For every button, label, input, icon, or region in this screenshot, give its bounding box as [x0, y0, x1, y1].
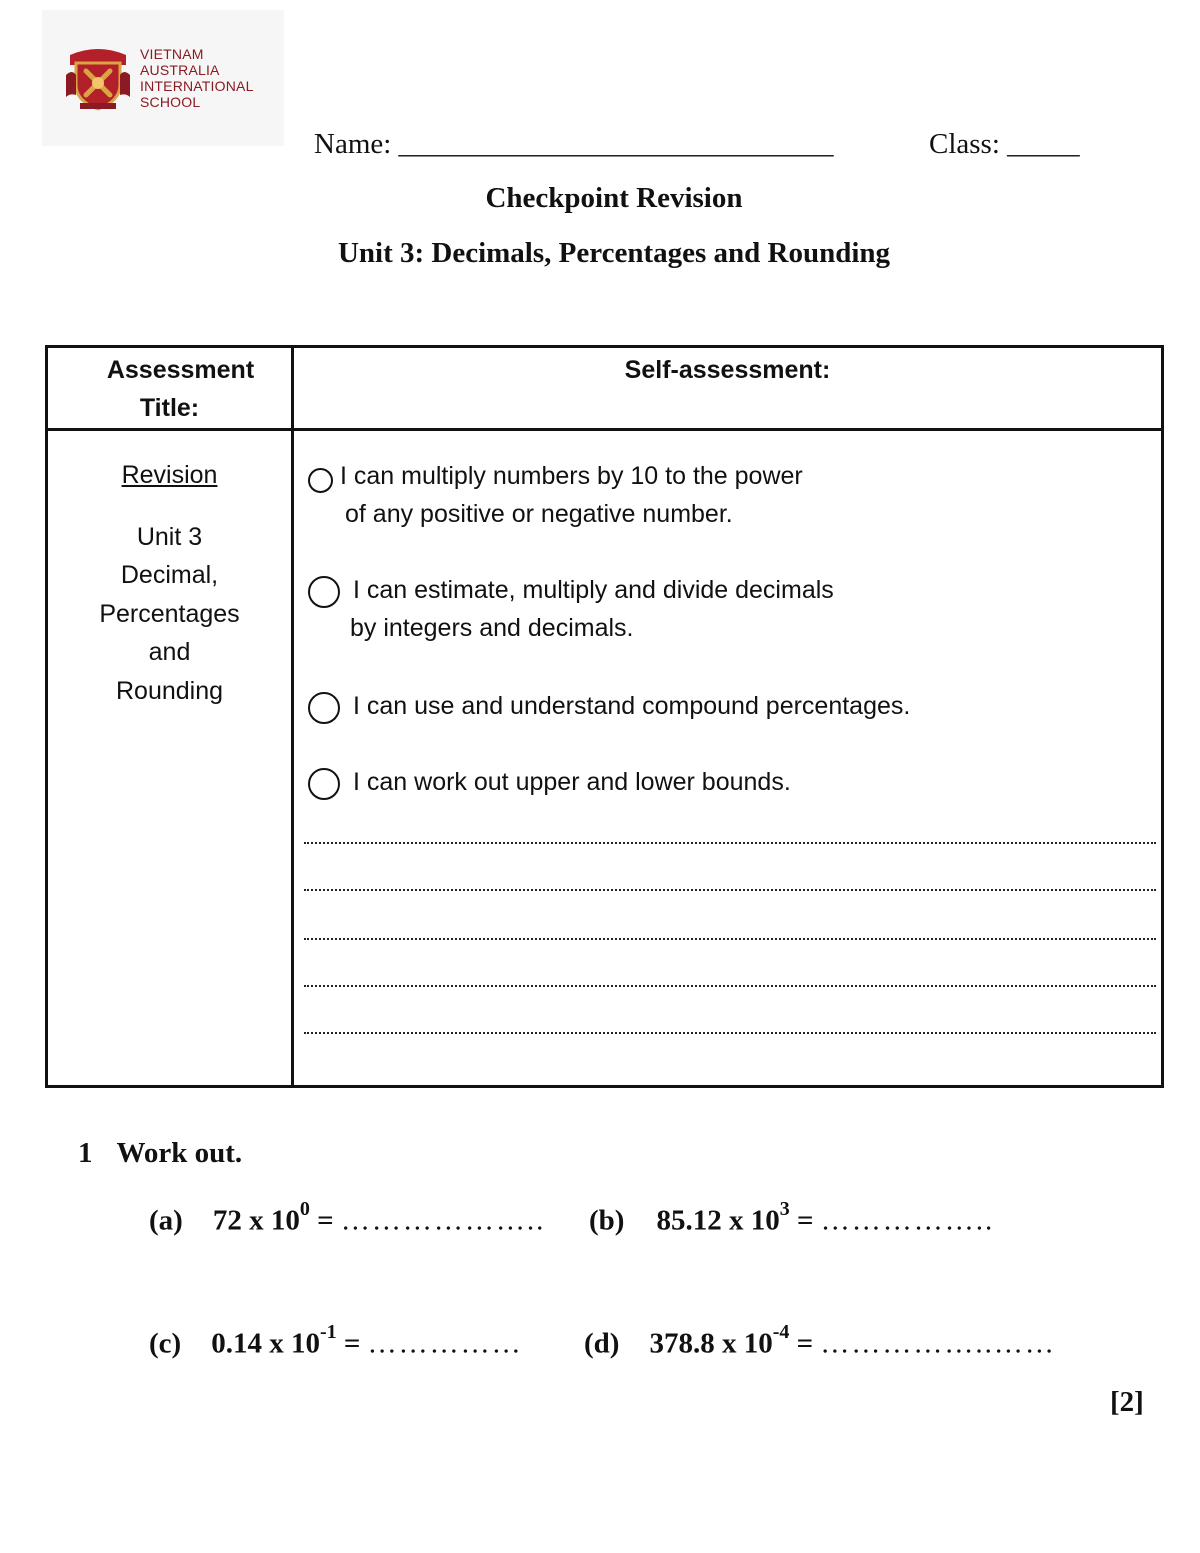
- criterion-3-text: I can use and understand compound percentages.: [353, 692, 911, 720]
- question-number: 1: [78, 1137, 93, 1169]
- criterion-1-text: I can multiply numbers by 10 to the power of any positive or negative number.: [340, 462, 803, 528]
- notes-line[interactable]: [304, 889, 1156, 891]
- criterion-1-checkbox[interactable]: [308, 468, 333, 493]
- answer-blank-b[interactable]: ……………..: [820, 1204, 995, 1237]
- answer-blank-a[interactable]: ………………..: [340, 1204, 546, 1237]
- criterion-4-checkbox[interactable]: [308, 768, 340, 800]
- name-field: Name: ______________________________: [314, 128, 834, 160]
- logo-text-line-1: VIETNAM: [140, 46, 204, 62]
- self-assessment-table: [45, 345, 1164, 1088]
- criterion-4-text: I can work out upper and lower bounds.: [353, 768, 791, 796]
- revision-heading: Revision: [121, 461, 218, 489]
- logo-text-line-4: SCHOOL: [140, 94, 201, 110]
- criterion-2-text: I can estimate, multiply and divide decimals by integers and decimals.: [350, 576, 834, 642]
- question-instruction: Work out.: [116, 1137, 243, 1169]
- page-title: Checkpoint Revision: [485, 182, 743, 214]
- marks-label: [2]: [1110, 1386, 1144, 1418]
- question-1-heading: [78, 1137, 242, 1170]
- column-divider: [291, 348, 294, 1085]
- logo-text-line-2: AUSTRALIA: [140, 62, 220, 78]
- answer-blank-d[interactable]: ……………..……: [820, 1327, 1056, 1360]
- answer-blank-c[interactable]: ……………: [367, 1327, 523, 1360]
- school-crest-icon: [66, 45, 130, 111]
- self-assessment-header: Self-assessment:: [624, 356, 831, 384]
- header-row-divider: [48, 428, 1161, 431]
- logo-text-line-3: INTERNATIONAL: [140, 78, 254, 94]
- notes-line[interactable]: [304, 985, 1156, 987]
- assessment-title-header: Assessment Title:: [106, 356, 255, 422]
- question-part-c: (c) 0.14 x $10^{-1}$ = ……………: [149, 1321, 523, 1360]
- class-field: Class: _____: [929, 128, 1080, 160]
- question-part-a: (a) 72 x $10^0$ = ………………..: [149, 1198, 546, 1237]
- question-part-d: (d) 378.8 x $10^{-4}$ = ……………..……: [584, 1321, 1056, 1360]
- notes-line[interactable]: [304, 1032, 1156, 1034]
- question-part-b: (b) 85.12 x $10^3$ = ……………..: [589, 1198, 995, 1237]
- notes-line[interactable]: [304, 938, 1156, 940]
- unit-title: Unit 3: Decimals, Percentages and Rounding: [337, 237, 891, 269]
- notes-line[interactable]: [304, 842, 1156, 844]
- criterion-3-checkbox[interactable]: [308, 692, 340, 724]
- criterion-2-checkbox[interactable]: [308, 576, 340, 608]
- assessment-title-cell: Revision Unit 3 Decimal, Percentages and Rounding: [48, 456, 291, 710]
